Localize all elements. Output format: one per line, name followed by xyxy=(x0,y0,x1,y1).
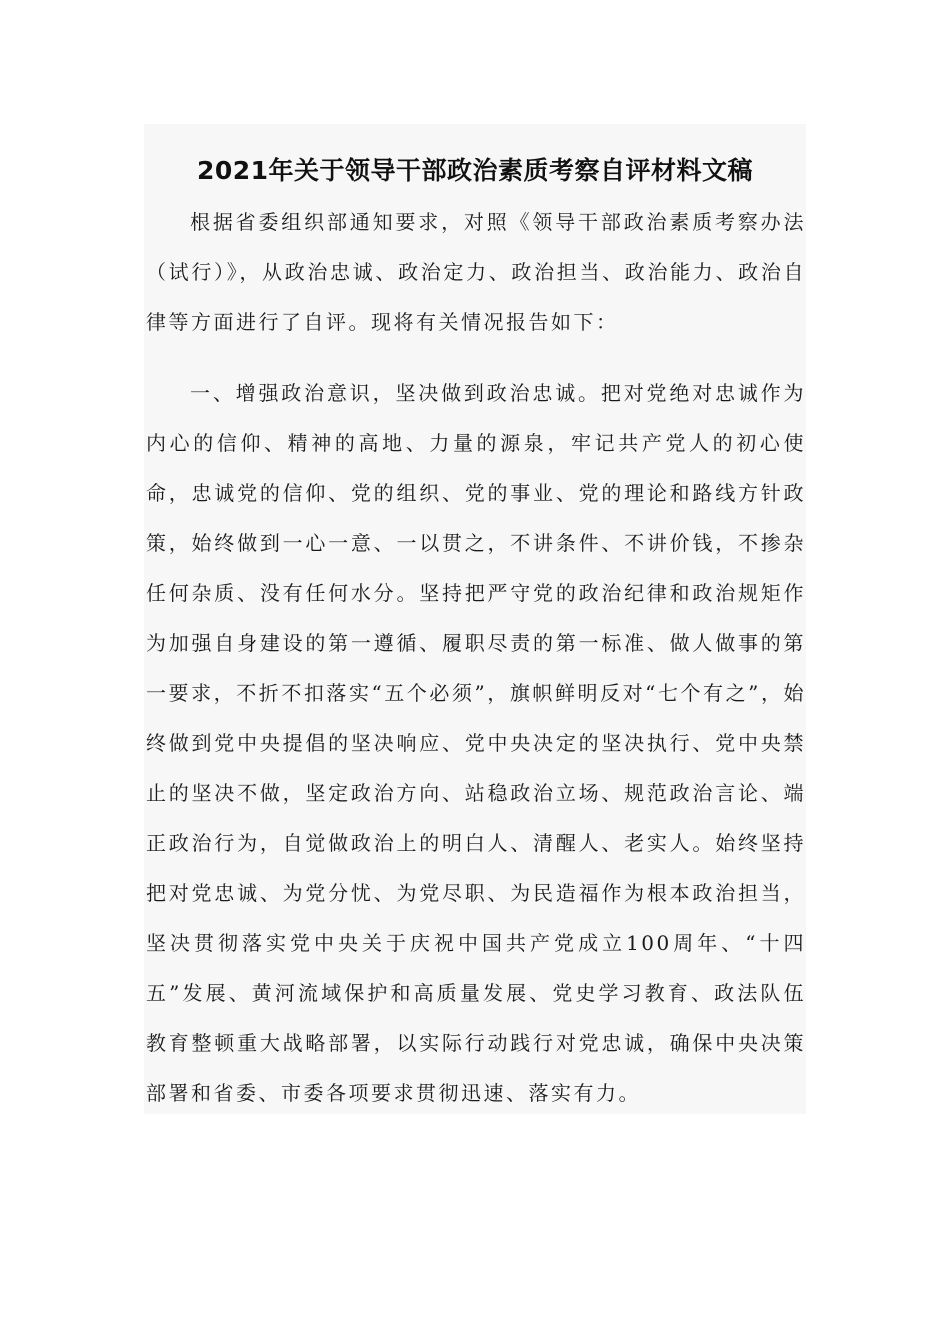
paragraph-section-one: 一、增强政治意识，坚决做到政治忠诚。把对党绝对忠诚作为内心的信仰、精神的高地、力量的源泉，牢记共产党人的初心使命，忠诚党的信仰、党的组织、党的事业、党的理论和路线方针政策，始终做到一心一意、一以贯之，不讲条件、不讲价钱，不掺杂任何杂质、没有任何水分。坚持把严守党的政治纪律和政治规矩作为加强自身建设的第一遵循、履职尽责的第一标准、做人做事的第一要求，不折不扣落实“五个必须”，旗帜鲜明反对“七个有之”，始终做到党中央提倡的坚决响应、党中央决定的坚决执行、党中央禁止的坚决不做，坚定政治方向、站稳政治立场、规范政治言论、端正政治行为，自觉做政治上的明白人、清醒人、老实人。始终坚持把对党忠诚、为党分忧、为党尽职、为民造福作为根本政治担当，坚决贯彻落实党中央关于庆祝中国共产党成立100周年、“十四五”发展、黄河流域保护和高质量发展、党史学习教育、政法队伍教育整顿重大战略部署，以实际行动践行对党忠诚，确保中央决策部署和省委、市委各项要求贯彻迅速、落实有力。 xyxy=(146,381,806,1105)
document-title: 2021年关于领导干部政治素质考察自评材料文稿 xyxy=(196,155,754,185)
paragraph-intro: 根据省委组织部通知要求，对照《领导干部政治素质考察办法（试行）》，从政治忠诚、政治定力、政治担当、政治能力、政治自律等方面进行了自评。现将有关情况报告如下： xyxy=(146,210,806,334)
